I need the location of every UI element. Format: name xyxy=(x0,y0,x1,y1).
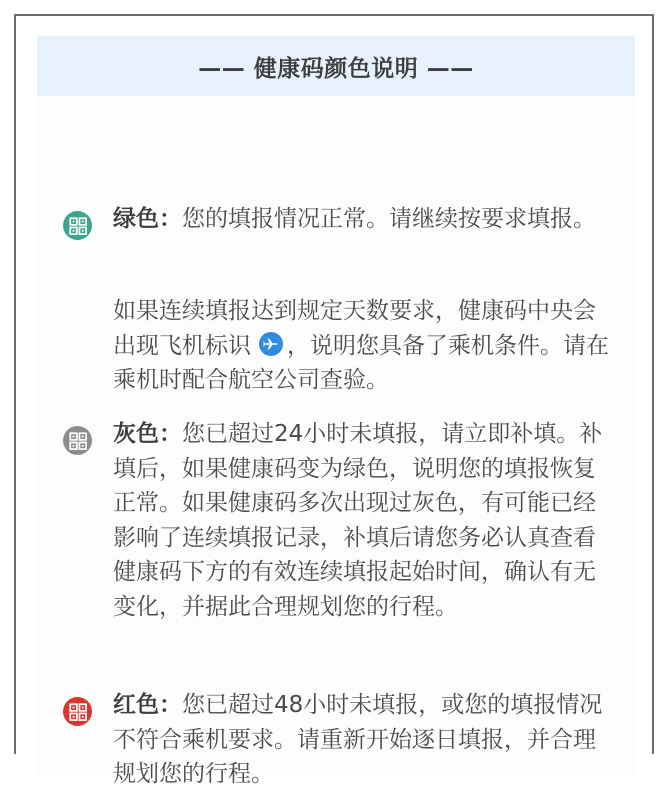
green-extra-description xyxy=(113,294,613,398)
red-text: 您已超过48小时未填报，或您的填报情况不符合乘机要求。请重新开始逐日填报，并合理规划您的行程。 xyxy=(113,692,603,788)
color-legend-card xyxy=(37,36,635,788)
gray-label: 灰色： xyxy=(113,421,182,447)
airplane-icon xyxy=(259,332,283,356)
red-qr-code-icon xyxy=(63,697,92,726)
gray-qr-code-icon xyxy=(63,426,92,455)
red-description xyxy=(113,688,613,792)
gray-description xyxy=(113,417,613,625)
card-header xyxy=(37,36,635,96)
red-label: 红色： xyxy=(113,692,182,718)
gray-text: 您已超过24小时未填报，请立即补填。补填后，如果健康码变为绿色，说明您的填报恢复正常。如果健康码多次出现过灰色，有可能已经影响了连续填报记录，补填后请您务必认真查看健康码下方的有效连续填报起始时间，确认有无变化，并据此合理规划您的行程。 xyxy=(113,421,603,620)
green-label: 绿色： xyxy=(113,206,182,232)
green-text: 您的填报情况正常。请继续按要求填报。 xyxy=(182,206,596,232)
green-extra-text-before: 如果连续填报达到规定天数要求，健康码中央会出现飞机标识 xyxy=(113,298,596,359)
screenshot-frame xyxy=(14,14,654,788)
card-title: —— 健康码颜色说明 —— xyxy=(198,55,474,82)
green-extra-text-after: ，说明您具备了乘机条件。请在乘机时配合航空公司查验。 xyxy=(113,332,609,394)
green-qr-code-icon xyxy=(63,211,92,240)
green-description xyxy=(113,202,613,237)
